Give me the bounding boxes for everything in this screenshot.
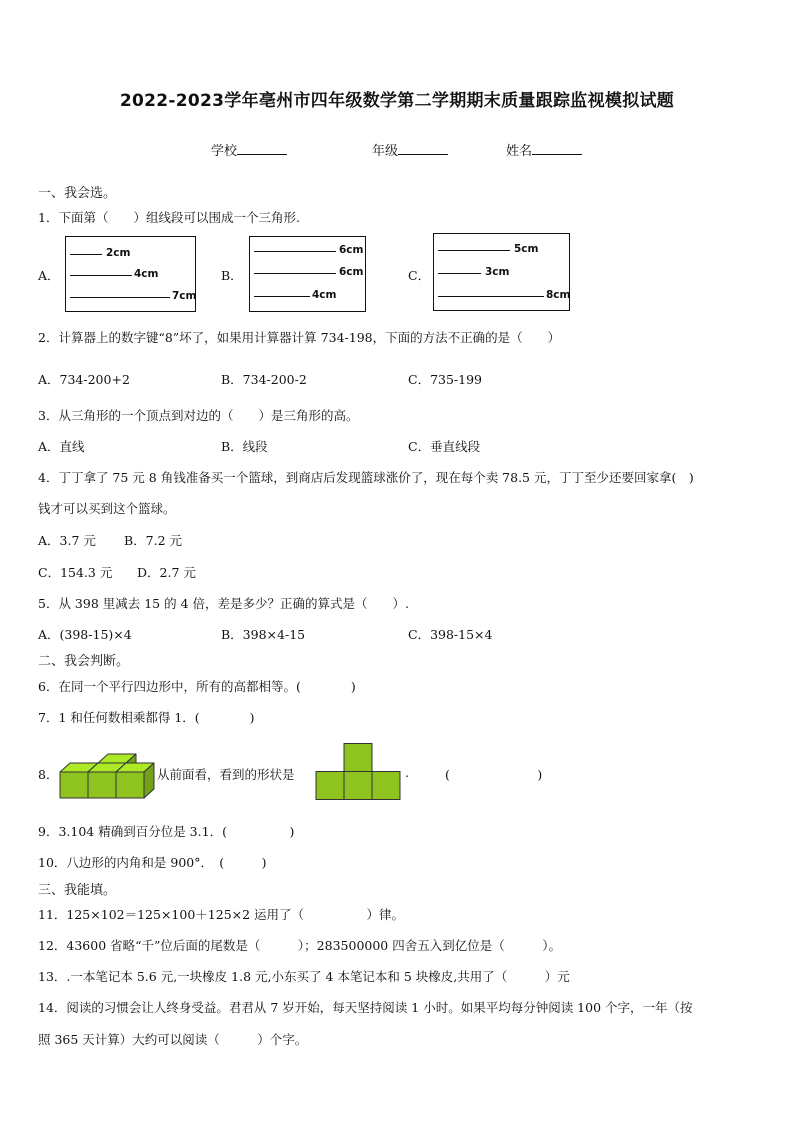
cube-front-face [88, 772, 116, 798]
q2-option-c: C．735-199 [408, 372, 483, 387]
segment-line [70, 254, 102, 255]
q4-option-a: A．3.7 元 [38, 533, 96, 548]
segment-line [254, 296, 310, 297]
segment-label: 4cm [134, 268, 159, 280]
question-2: 2．计算器上的数字键“8”坏了，如果用计算器计算 734-198，下面的方法不正确的是（ ） [38, 330, 561, 345]
cube-front-face [116, 772, 144, 798]
segment-line [438, 273, 481, 274]
question-10: 10．八边形的内角和是 900°． ( ) [38, 855, 267, 870]
q3-option-a: A．直线 [38, 439, 85, 454]
q1-option-c-label: C． [408, 268, 431, 283]
q1-option-b-label: B． [221, 268, 243, 283]
segment-label: 2cm [106, 247, 131, 259]
q3-option-b: B．线段 [221, 439, 268, 454]
front-view-square [344, 772, 372, 800]
question-12: 12．43600 省略“千”位后面的尾数是（ ）；283500000 四舍五入到亿位是（ ）。 [38, 938, 561, 953]
q5-option-b: B．398×4-15 [221, 627, 306, 642]
q5-option-a: A．(398-15)×4 [38, 627, 132, 642]
question-11: 11．125×102＝125×100＋125×2 运用了（ ）律。 [38, 907, 405, 922]
school-field [211, 140, 287, 159]
question-8-number: 8． [38, 767, 59, 782]
segment-label: 5cm [514, 243, 539, 255]
question-3: 3．从三角形的一个顶点到对边的（ ）是三角形的高。 [38, 408, 359, 423]
segment-label: 6cm [339, 244, 364, 256]
grade-blank [398, 142, 448, 155]
cube-solid-figure [58, 748, 158, 800]
grade-label: 年级 [372, 144, 399, 159]
front-view-square [344, 744, 372, 772]
question-8-text: 从前面看，看到的形状是 [157, 767, 295, 782]
grade-field [372, 140, 448, 159]
question-14-line-1: 14．阅读的习惯会让人终身受益。君君从 7 岁开始，每天坚持阅读 1 小时。如果平均每分钟阅读 100 个字，一年（按 [38, 1000, 693, 1015]
segment-line [70, 297, 170, 298]
q4-option-c: C．154.3 元 [38, 565, 113, 580]
question-9: 9．3.104 精确到百分位是 3.1．( ) [38, 824, 295, 839]
q5-option-c: C．398-15×4 [408, 627, 493, 642]
q1-option-b-figure [249, 236, 366, 312]
section-1-heading: 一、我会选。 [38, 186, 117, 201]
segment-label: 7cm [172, 290, 197, 302]
q1-option-a-figure [65, 236, 196, 312]
page-title: 2022-2023学年亳州市四年级数学第二学期期末质量跟踪监视模拟试题 [119, 91, 675, 111]
question-6: 6．在同一个平行四边形中，所有的高都相等。( ) [38, 679, 356, 694]
segment-line [70, 275, 132, 276]
segment-line [254, 251, 336, 252]
question-14-line-2: 照 365 天计算）大约可以阅读（ ）个字。 [38, 1032, 308, 1047]
name-blank [532, 142, 582, 155]
question-13: 13．.一本笔记本 5.6 元,一块橡皮 1.8 元,小东买了 4 本笔记本和 5 块橡皮,共用了（ ）元 [38, 969, 570, 984]
front-view-figure [315, 743, 401, 800]
q2-option-a: A．734-200+2 [38, 372, 130, 387]
question-8-dot: . [405, 765, 409, 780]
school-label: 学校 [211, 144, 238, 159]
q4-option-d: D．2.7 元 [137, 565, 196, 580]
question-1: 1．下面第（ ）组线段可以围成一个三角形. [38, 210, 300, 225]
segment-label: 8cm [546, 289, 571, 301]
segment-label: 4cm [312, 289, 337, 301]
cube-front-face [60, 772, 88, 798]
segment-label: 3cm [485, 266, 510, 278]
q1-option-a-label: A． [38, 268, 60, 283]
segment-line [438, 250, 510, 251]
section-3-heading: 三、我能填。 [38, 883, 117, 898]
segment-line [254, 273, 336, 274]
question-4-line-2: 钱才可以买到这个篮球。 [38, 501, 176, 516]
q2-option-b: B．734-200-2 [221, 372, 307, 387]
section-2-heading: 二、我会判断。 [38, 654, 130, 669]
question-8-answer-paren: ( ) [445, 767, 543, 782]
front-view-square [372, 772, 400, 800]
segment-label: 6cm [339, 266, 364, 278]
question-7: 7．1 和任何数相乘都得 1．( ) [38, 710, 255, 725]
question-5: 5．从 398 里减去 15 的 4 倍，差是多少？正确的算式是（ ）. [38, 596, 409, 611]
name-label: 姓名 [506, 144, 533, 159]
question-4-line-1: 4．丁丁拿了 75 元 8 角钱准备买一个篮球，到商店后发现篮球涨价了，现在每个卖 78.5 元，丁丁至少还要回家拿( ) [38, 470, 694, 485]
front-view-square [316, 772, 344, 800]
q3-option-c: C．垂直线段 [408, 439, 481, 454]
q1-option-c-figure [433, 233, 570, 311]
q4-option-b: B．7.2 元 [124, 533, 183, 548]
school-blank [237, 142, 287, 155]
name-field [506, 140, 582, 159]
segment-line [438, 296, 544, 297]
